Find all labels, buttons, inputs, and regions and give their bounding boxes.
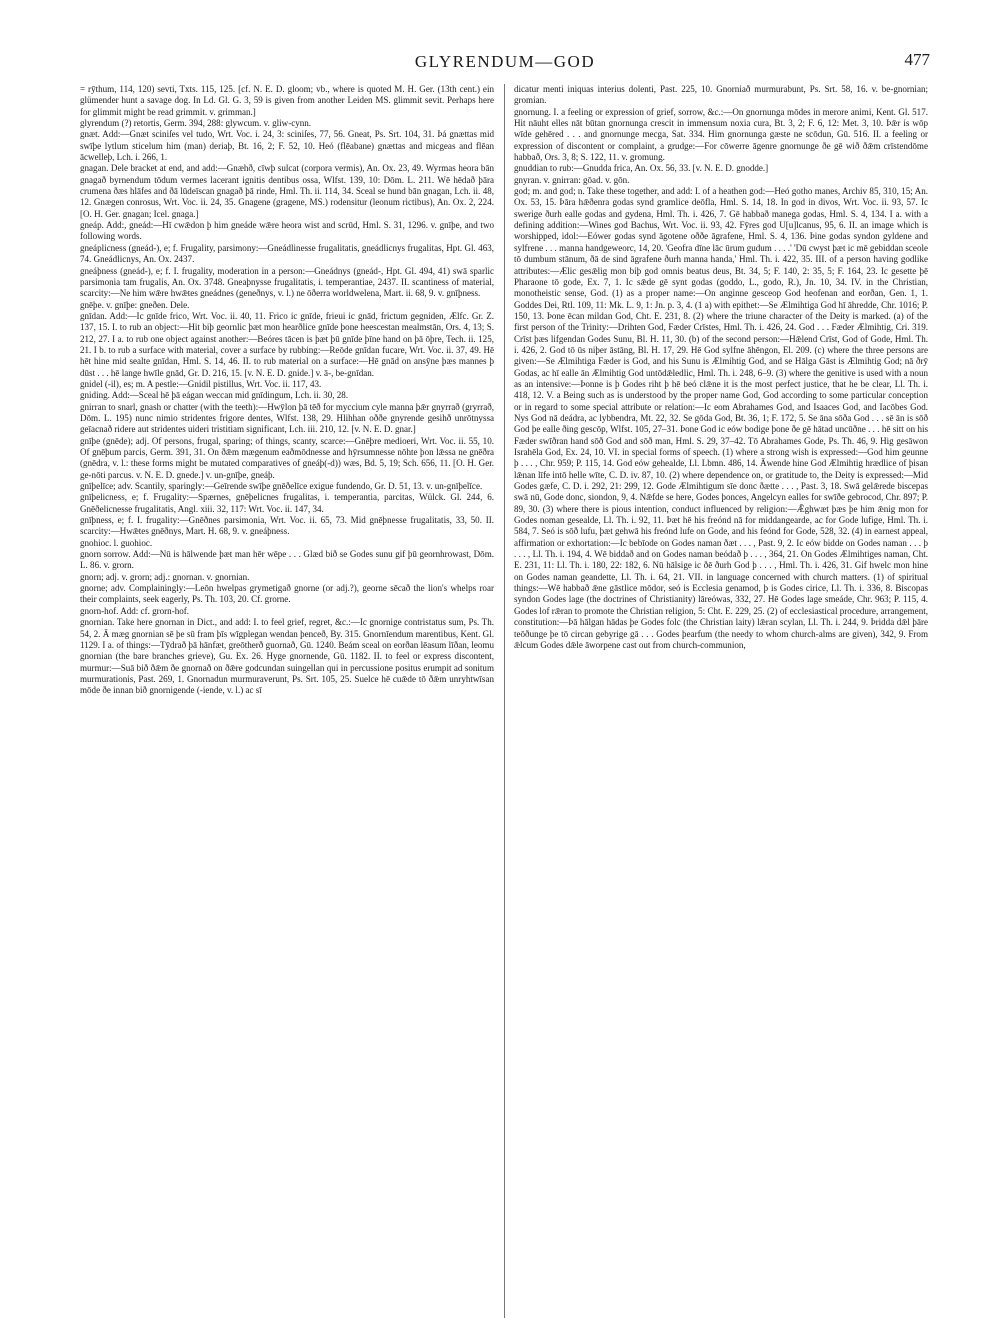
running-head: GLYRENDUM—GOD <box>414 52 596 71</box>
dictionary-entry: gnagan. Dele bracket at end, and add:—Gnæhð, cīwþ sulcat (corpora vermis), An. Ox. 23, 49. Wyrmas heora bān gnagað byrnendum tōdum vermes lacerant ignitis dentibus ossa, Wlfst. 139, 10: Dōm. L. 211. Wē hēdað þāra crumena ðæs hlāfes and ðā lūdeīscan gnagað þā rinde, Hml. Th. ii. 114, 34. Sceal se hund bān gnagan, Lch. ii. 48, 12. Gnægen conrosus, Wrt. Voc. ii. 24, 35. Gnagene (gragene, MS.) rodensitur (leonum rictibus), An. Ox. 2, 224. [O. H. Ger. gnagan; Icel. gnaga.] <box>80 163 494 219</box>
dictionary-entry: gnæt. Add:—Gnæt sciniſes vel tudo, Wrt. Voc. i. 24, 3: sciniſes, 77, 56. Gneat, Ps. Srt. 104, 31. Þá gnættas mid swīþe lytlum sticelum him (man) deriaþ, Bt. 16, 2; F. 52, 10. Heó (flēabane) gnættas and micgeas and flēan ācwelleþ, Lch. i. 266, 1. <box>80 129 494 163</box>
dictionary-entry: gnēþe. v. gnīþe: gneðen. Dele. <box>80 299 190 310</box>
two-column-body <box>80 84 930 1318</box>
dictionary-entry: gniding. Add:—Sceal hē þā eágan weccan mid gnīdingum, Lch. ii. 30, 28. <box>80 390 349 401</box>
dictionary-entry: dicatur menti iniquas interius dolenti, Past. 225, 10. Gnorniað murmurabunt, Ps. Srt. 58, 16. v. be-gnornian; gromian. <box>514 84 928 106</box>
dictionary-entry: gnuddian to rub:—Gnudda frica, An. Ox. 56, 33. [v. N. E. D. gnodde.] <box>514 163 769 174</box>
left-column <box>80 84 494 1318</box>
dictionary-entry: gnorn sorrow. Add:—Nū is hālwende þæt man hēr wēpe . . . Glæd bið se Godes sunu gif þū geornhrowast, Dōm. L. 86. v. grorn. <box>80 549 494 571</box>
dictionary-entry: = rȳthum, 114, 120) sevti, Txts. 115, 125. [cf. N. E. D. gloom; vb., where is quoted M. H. Ger. (13th cent.) ein glümender hunt a savage dog. In Ld. Gl. G. 3, 59 is given from another Leiden MS. glimmit sevit. Perhaps here for glimmit might be read grimmit. v. grimman.] <box>80 84 494 117</box>
dictionary-entry: god; m. and god; n. Take these together, and add: I. of a heathen god:—Heó gotho manes, Archiv 85, 310, 15; An. Ox. 53, 15. Þāra hǣðenra godas synd gramlice deōfla, Hml. S. 14, 18. In god in divos, Wrt. Voc. ii. 93, 57. Ic swerige ðurh ealle godas and gydena, Hml. Th. i. 426, 7. Gē habbað manega godas, Hml. S. 4, 134. I a. with a defining addition:—Wines god Bachus, Wrt. Voc. ii. 93, 42. Fȳres god U[u]lcanus, 95, 6. II. an image which is worshipped, idol:—Eówer godas synd āgotene oððe āgrafene, Hml. S. 4, 136. Þine godas syndon gyldene and sylfrene . . . manna handgeweorc, 14, 20. 'Geofra dīne lāc ūrum gudum . . . .' 'Dū cwyst þæt ic mē gebiddan sceole tō dumbum stānum, ðā de sind āgrafene ðurh manna handa,' Hml. Th. i. 422, 35. III. of a person having godlike attributes:—Ælic gesǣlig mon biþ god omnis beatus deus, Bt. 34, 5; F. 140, 2: 35, 5; F. 164, 23. Ic gesette þē Pharaone tō gode, Ex. 7, 1. Ic sǣde gē synt godas (goddo, L., godo, R.), Jn. 10, 34. IV. in the Christian, monotheistic sense, God. (1) as a proper name:—On anginne gesceop God heofenan and eorðan, Gen. 1, 1. Goddes Dei, Rtl. 109, 11: Mk. L. 9, 1: Jn. p. 3, 4. (1 a) with epithet:—Se Ælmihtiga God hī āhredde, Chr. 1016; P. 150, 13. Þone ēcan mildan God, Cht. E. 231, 8. (2) where the triune character of the Deity is marked. (a) of the first person of the Trinity:—Drihten God, Fæder Crīstes, Hml. Th. i. 426, 24. God . . . Fæder Ælmihtig, Cri. 319. Crīst þæs lifgendan Godes Sunu, Bl. H. 11, 30. (b) of the second person:—Hǣlend Crīst, God of Gode, Hml. Th. i. 426, 2. God tō ūs niþer āstāng, Bl. H. 17, 29. Hē God sylfne āhēngon, El. 209. (c) where the three persons are given:—Se Ælmihtiga Fæder is God, and his Sunu is Ælmihtig God, and se Hālga Gāst is Ælmihtig God; nā ðrȳ Godas, ac hī ealle ān Ælmihtig God untōdǣledlic, Hml. Th. i. 248, 6–9. (3) where the genitive is used with a noun as an intensive:—Þonne is þ Godes riht þ hē beó clǣne it is the most perfect justice, that he be clear, Ll. Th. i. 418, 12. V. a Being such as is understood by the proper name God, God according to some particular conception or in regard to some special attribute or relation:—Ic eom Abrahames God, and Isaaces God, and Iacōbes God. Nys God nā deádra, ac lybbendra, Mt. 22, 32. Se gōda God, Bt. 36, 1; F. 172, 5. Se āna sōða God . . . sē ān is sōð God þe ealle ðing gescōp, Wlfst. 105, 27–31. Þone God ic eów bodige þone ðe gē hātad uncūðne . . . hē sitt on his Fæder swīðran hand sōð God and sōð man, Hml. S. 29, 37–42. Tō Abrahames Gode, Ps. Th. 46, 9. Hig gesāwon Israhēla God, Ex. 24, 10. VI. in special forms of speech. (1) where a strong wish is expressed:—God him geunne þ . . . , Chr. 959; P. 115, 14. God eów gehealde, Ll. Lbmn. 486, 14. Āwende hine God Ælmihtig hrædlice of þisan lǣnan līfe intō helle wīte, C. D. iv. 87, 10. (2) where dependence on, or gratitude to, the Deity is expressed:—Mid Godes gæfe, C. D. i. 292, 21: 299, 12. Gode Ælmihtigum sīe donc ðætte . . . , Past. 3, 18. Swā gelǣrede biscepas swā nū, Gode donc, siondon, 9, 4. Nǣfde se here, Godes þonces, Angelcyn ealles for swīðe gebrocod, Chr. 897; P. 89, 30. (3) where there is pious intention, conduct influenced by religion:—Ǣghwæt þæs þe him ǣnig mon for Godes noman gesealde, Ll. Th. i. 92, 11. Þæt hē his freónd nā for middangearde, ac for Gode lufige, Hml. Th. i. 584, 7. Seó is sōð lufu, þæt gehwā his freónd lufe on Gode, and his feónd for Gode, 528, 32. (4) in earnest appeal, affirmation or exhortation:—Ic bebīode on Godes naman ðæt . . . , Past. 9, 2. Ic eów bidde on Godes naman . . . þ . . . , Ll. Th. i. 194, 4. Wē biddað and on Godes naman beódað þ . . . , 364, 21. On Godes Ælmihtiges naman, Cht. E. 231, 11: Ll. Th. i. 180, 22: 182, 6. Nū hālsige ic ðē ðurh God þ . . . , Hml. Th. i. 426, 31. Gif hwelc mon hine on Godes naman geandette, Ll. Th. i. 64, 21. VII. in language concerned with church matters. (1) of spiritual things:—Wē habbað ǣne gāstlice mōdor, seó is Ecclesia genamod, þ is Godes cirice, Ll. Th. i. 336, 8. Biscopas syndon Godes lage (the doctrines of Christianity) lāreówas, 332, 27. Hē Godes lage smeáde, Chr. 963; P. 115, 4. Godes lof rǣran to promote the Christian religion, 5: Cht. E. 229, 25. (2) of ecclesiastical procedure, arrangement, constitution:—Þā hālgan hādas þe Godes folc (the Christian laity) lǣran scylan, Ll. Th. i. 244, 9. Þridda dǣl þāre teōðunge þe tō circan gebyrige gā . . . Godes þearfum (the needy to whom church-alms are given), 342, 9. From ǣlcum Godes dǣle āworpene cast out from church-communion, <box>514 186 928 650</box>
dictionary-entry: gnornung. I. a feeling or expression of grief, sorrow, &c.:—On gnornunga mōdes in merore animi, Kent. Gl. 517. Hit nāuht elles nāt būtan gnornunga crescit in immensum noxia cura, Bt. 3, 2; F. 6, 12: Met. 3, 10. Þǣr is wōp wīde gehēred . . . and gnornunge mecga, Sat. 334. Him gnornunga gæste ne scōdun, Gū. 516. II. a feeling or expression of discontent or complaint, a grudge:—For cōwerre āgenre gnornunge ðe gē wið ðǣm crīstendōme habbað, Ors. 3, 8; S. 122, 11. v. gromung. <box>514 106 928 163</box>
dictionary-entry: gnorn; adj. v. grorn; adj.: gnornan. v. gnornian. <box>80 571 250 582</box>
dictionary-entry: gnorne; adv. Complainingly:—Leōn hwelpas grymetigað gnorne (or adj.?), georne sēcað the lion's whelps roar their complaints, seek eagerly, Ps. Th. 103, 20. Cf. grorne. <box>80 583 494 605</box>
column-divider <box>504 84 505 1318</box>
dictionary-entry: gneáþness (gneád-), e; f. I. frugality, moderation in a person:—Gneádnys (gneád-, Hpt. Gl. 494, 41) swā sparlic parsimonia tam frugalis, An. Ox. 3748. Gneaþnysse frugalitatis, i. temperantiae, 2437. II. scantiness of material, scarcity:—Ne him wǣre hwǣtes gneádnes (geneðnys, v. l.) ne ōðerra worldwelena, Mart. ii. 68, 9. v. gnīþness. <box>80 265 494 299</box>
dictionary-entry: gnīþelicness, e; f. Frugality:—Spærnes, gnēþelicnes frugalitas, i. temperantia, parcitas, Wülck. Gl. 244, 6. Gnēðelicnesse frugalitatis, Angl. xiii. 32, 117: Wrt. Voc. ii. 147, 34. <box>80 492 494 514</box>
dictionary-entry: gnīþe (gnēde); adj. Of persons, frugal, sparing; of things, scanty, scarce:—Gnēþre medioeri, Wrt. Voc. ii. 55, 10. Of gnēþum parcis, Germ. 391, 31. On ðǣm mægenum eaðmōdnesse and hȳrsumnesse nōhte þon lǣssa ne gnēðra (gnēdra, v. l.: these forms might be mutated comparatives of gneáþ(-d)) wæs, Bd. 5, 19; Sch. 656, 11. [O. H. Ger. ge-nōti parcus. v. N. E. D. gnede.] v. un-gnīþe, gneáþ. <box>80 435 494 480</box>
dictionary-entry: gnidel (-il), es; m. A pestle:—Gnidil pistillus, Wrt. Voc. ii. 117, 43. <box>80 378 322 389</box>
dictionary-entry: gnirran to snarl, gnash or chatter (with the teeth):—Hwȳlon þā tēð for myccium cyle manna þǣr gnyrrað (gryrrað, Dōm. L. 195) nunc nimio stridentes frigore dentes, Wlfst. 138, 29. Hlihhan oððe gnyrende gesihð unrōtnyssa geīacnað ridere aut stridentes uideri tristitiam significant, Lch. iii. 210, 12. [v. N. E. D. gnar.] <box>80 401 494 435</box>
dictionary-entry: gnīþness, e; f. I. frugality:—Gnēðnes parsimonia, Wrt. Voc. ii. 65, 73. Mid gnēþnesse frugalitatis, 33, 50. II. scarcity:—Hwǣtes gnēðnys, Mart. H. 68, 9. v. gneáþness. <box>80 515 494 537</box>
dictionary-entry: gnorn-hof. Add: cf. grorn-hof. <box>80 605 190 616</box>
dictionary-page <box>80 48 930 1318</box>
right-column <box>514 84 928 1318</box>
dictionary-entry: glyrendum (?) retortis, Germ. 394, 288: glywcum. v. gliw-cynn. <box>80 118 312 129</box>
dictionary-entry: gnīdan. Add:—Ic gnīde frico, Wrt. Voc. ii. 40, 11. Frico ic gnīde, frieui ic gnād, frictum gegniden, Ælfc. Gr. Z. 137, 15. I. to rub an object:—Hit biþ geornlic þæt mon hearðlice gnīde þone heescestan mealmstān, Ors. 4, 13; S. 212, 27. I a. to rub one object against another:—Beóres tācen is þæt þū gnīde þīne hand on þā ōþre, Tech. ii. 125, 21. I b. to rub a surface with material, cover a surface by rubbing:—Reōde gnīdan fucare, Wrt. Voc. ii. 37, 49. Hē hēt hine mid sealte gnīdan, Hml. S. 14, 46. II. to rub material on a surface:—Hē gnād on ansȳne þæs mannes þ dūst . . . hē lange hwīle gnād, Gr. D. 216, 15. [v. N. E. D. gnide.] v. ā-, be-gnīdan. <box>80 310 494 378</box>
dictionary-entry: gnohioc. l. guohioc. <box>80 537 153 548</box>
page-header <box>80 48 930 78</box>
dictionary-entry: gneáp. Add:, gneád:—Hī cwǣdon þ him gneáde wǣre heora wist and scrūd, Hml. S. 31, 1296. v. gnīþe, and two following words. <box>80 220 494 242</box>
page-number: 477 <box>904 50 930 69</box>
dictionary-entry: gnyran. v. gnirran: gōad. v. gōn. <box>514 174 630 185</box>
dictionary-entry: gnīþelīce; adv. Scantily, sparingly:—Geīrende swīþe gnēðelīce exigue fundendo, Gr. D. 51, 13. v. un-gnīþelīce. <box>80 481 483 492</box>
dictionary-entry: gneáplicness (gneád-), e; f. Frugality, parsimony:—Gneádlinesse frugalitatis, gneádlicnys frugalitas, Hpt. Gl. 463, 74. Gneádlicnys, An. Ox. 2437. <box>80 242 494 265</box>
dictionary-entry: gnornian. Take here gnornan in Dict., and add: I. to feel grief, regret, &c.:—Ic gnornige contristatus sum, Ps. Th. 54, 2. Ā mæg gnornian sē þe sū fram þīs wīgplegan wendan þenceð, By. 315. Gnornīendum marentibus, Kent. Gl. 1129. I a. of things:—Tȳdrað þā hānfæt, greōtherð guornað, Gū. 1240. Beám sceal on eorðan lēasum līðan, leomu gnornian (the bare branches grieve), Gu. Ex. 26. Hyge gnornende, Gū. 1182. II. to feel or express discontent, murmur:—Suā bið ðǣm ðe gnornað on ðǣre godcundan suingellan qui in percussione positus erumpit ad sonitum murmurationis, Past. 269, 1. Gnornadun murmuraverunt, Ps. Srt. 105, 25. Suelce hē cuǣde tō ðǣm unryhtwīsan mōde ðe innan bið gnornigende (-iende, v. l.) ac sī <box>80 617 494 696</box>
